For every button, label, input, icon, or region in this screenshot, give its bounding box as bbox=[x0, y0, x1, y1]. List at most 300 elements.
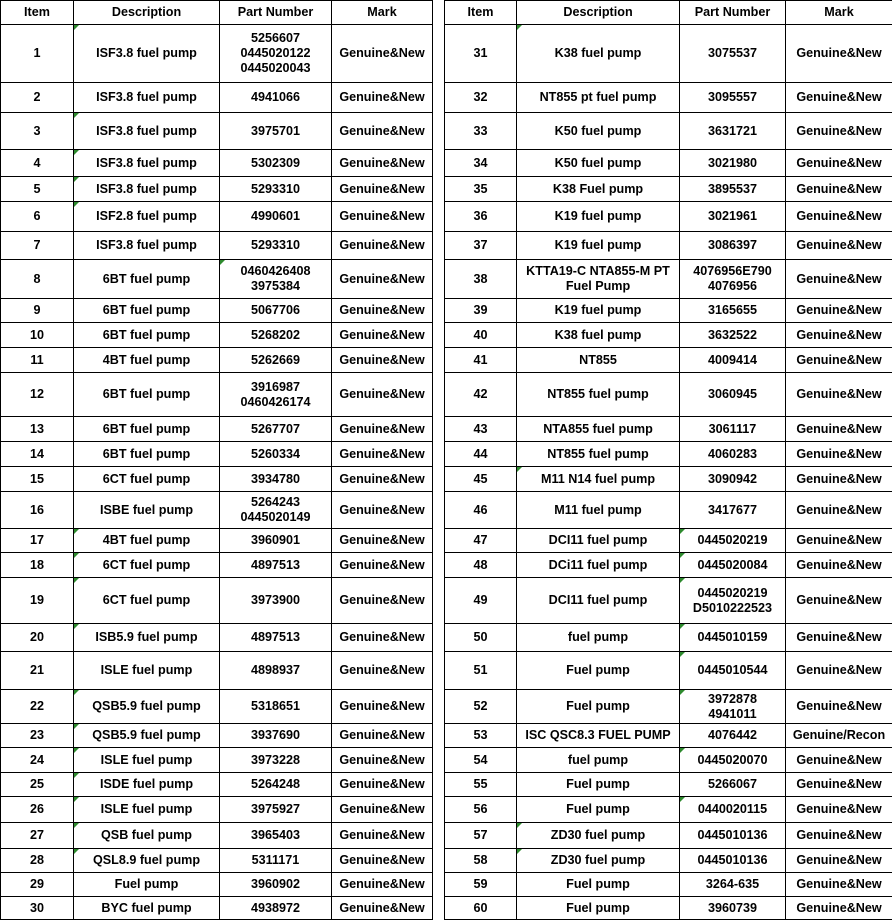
part-number: 0445020070 bbox=[681, 753, 784, 768]
table-row bbox=[1, 897, 433, 920]
item-cell: 54 bbox=[445, 748, 517, 773]
part-number: 3090942 bbox=[681, 472, 784, 487]
part-number: 4898937 bbox=[221, 663, 330, 678]
table-row bbox=[445, 232, 892, 260]
table-row bbox=[445, 202, 892, 232]
mark-cell: Genuine&New bbox=[786, 578, 892, 624]
table-row bbox=[445, 150, 892, 177]
description-cell: Fuel pump bbox=[74, 873, 220, 897]
mark-cell: Genuine&New bbox=[332, 690, 433, 724]
description-cell bbox=[517, 417, 680, 442]
description-cell: ISLE fuel pump bbox=[74, 748, 220, 773]
description-cell bbox=[517, 652, 680, 690]
description-cell: QSB5.9 fuel pump bbox=[74, 724, 220, 748]
mark-cell: Genuine&New bbox=[786, 417, 892, 442]
table-row bbox=[445, 578, 892, 624]
table-row bbox=[1, 624, 433, 652]
table-row bbox=[445, 823, 892, 849]
part-number-cell bbox=[680, 529, 786, 553]
item-cell: 57 bbox=[445, 823, 517, 849]
table-row bbox=[1, 202, 433, 232]
table-row bbox=[1, 492, 433, 529]
mark-cell: Genuine&New bbox=[786, 873, 892, 897]
mark-cell: Genuine&New bbox=[332, 773, 433, 797]
mark-cell: Genuine&New bbox=[332, 529, 433, 553]
item-cell: 36 bbox=[445, 202, 517, 232]
mark-cell: Genuine&New bbox=[786, 348, 892, 373]
description-line: NT855 bbox=[518, 353, 678, 368]
part-number-cell bbox=[680, 373, 786, 417]
part-number: 0445010136 bbox=[681, 828, 784, 843]
description-cell: ISLE fuel pump bbox=[74, 652, 220, 690]
part-number: 0460426408 bbox=[221, 264, 330, 279]
part-number-cell bbox=[220, 823, 332, 849]
header-item: Item bbox=[1, 1, 74, 25]
description-cell: ISF3.8 fuel pump bbox=[74, 177, 220, 202]
part-number-cell bbox=[680, 323, 786, 348]
item-cell: 8 bbox=[1, 260, 74, 299]
right-parts-table bbox=[444, 0, 892, 920]
part-number-cell bbox=[220, 323, 332, 348]
table-row bbox=[1, 373, 433, 417]
description-cell bbox=[517, 624, 680, 652]
part-number: 4076956E790 bbox=[681, 264, 784, 279]
part-number: 3632522 bbox=[681, 328, 784, 343]
item-cell: 50 bbox=[445, 624, 517, 652]
table-row bbox=[1, 348, 433, 373]
description-line: K38 fuel pump bbox=[518, 328, 678, 343]
mark-cell: Genuine&New bbox=[786, 442, 892, 467]
mark-cell: Genuine&New bbox=[332, 797, 433, 823]
description-line: DCI11 fuel pump bbox=[518, 533, 678, 548]
part-number: 4941011 bbox=[681, 707, 784, 722]
mark-cell: Genuine&New bbox=[786, 299, 892, 323]
description-line: M11 N14 fuel pump bbox=[518, 472, 678, 487]
table-row bbox=[445, 260, 892, 299]
part-number: 4990601 bbox=[221, 209, 330, 224]
description-line: DCI11 fuel pump bbox=[518, 593, 678, 608]
description-line: NT855 fuel pump bbox=[518, 387, 678, 402]
table-row bbox=[1, 442, 433, 467]
header-mark: Mark bbox=[786, 1, 892, 25]
table-row bbox=[445, 624, 892, 652]
mark-cell: Genuine&New bbox=[332, 492, 433, 529]
mark-cell: Genuine&New bbox=[786, 773, 892, 797]
mark-cell: Genuine&New bbox=[332, 748, 433, 773]
header-part-number: Part Number bbox=[680, 1, 786, 25]
part-number-cell bbox=[680, 177, 786, 202]
table-row bbox=[1, 724, 433, 748]
item-cell: 56 bbox=[445, 797, 517, 823]
part-number-cell bbox=[220, 492, 332, 529]
part-number: 3973228 bbox=[221, 753, 330, 768]
description-cell: 6BT fuel pump bbox=[74, 260, 220, 299]
item-cell: 11 bbox=[1, 348, 74, 373]
description-cell: 6CT fuel pump bbox=[74, 467, 220, 492]
part-number: 0440020115 bbox=[681, 802, 784, 817]
mark-cell: Genuine&New bbox=[332, 260, 433, 299]
mark-cell: Genuine&New bbox=[332, 83, 433, 113]
part-number-cell bbox=[680, 849, 786, 873]
description-cell: QSB5.9 fuel pump bbox=[74, 690, 220, 724]
description-cell: 6BT fuel pump bbox=[74, 373, 220, 417]
item-cell: 29 bbox=[1, 873, 74, 897]
mark-cell: Genuine&New bbox=[332, 177, 433, 202]
mark-cell: Genuine&New bbox=[786, 690, 892, 724]
table-row bbox=[1, 113, 433, 150]
header-row bbox=[1, 1, 433, 25]
table-row bbox=[445, 417, 892, 442]
table-row bbox=[445, 442, 892, 467]
table-row bbox=[1, 652, 433, 690]
description-cell bbox=[517, 299, 680, 323]
description-line: Fuel pump bbox=[518, 777, 678, 792]
mark-cell: Genuine&New bbox=[332, 442, 433, 467]
part-number: 5256607 bbox=[221, 31, 330, 46]
description-cell: ISF3.8 fuel pump bbox=[74, 150, 220, 177]
table-row bbox=[1, 417, 433, 442]
mark-cell: Genuine&New bbox=[332, 348, 433, 373]
table-row bbox=[1, 177, 433, 202]
part-number: 0445010159 bbox=[681, 630, 784, 645]
part-number: 3895537 bbox=[681, 182, 784, 197]
description-line: Fuel pump bbox=[518, 877, 678, 892]
mark-cell: Genuine&New bbox=[332, 25, 433, 83]
part-number: 5264243 bbox=[221, 495, 330, 510]
part-number-cell bbox=[220, 348, 332, 373]
mark-cell: Genuine&New bbox=[786, 232, 892, 260]
mark-cell: Genuine&New bbox=[786, 260, 892, 299]
part-number-cell bbox=[220, 553, 332, 578]
part-number: D5010222523 bbox=[681, 601, 784, 616]
left-parts-table bbox=[0, 0, 433, 920]
item-cell: 23 bbox=[1, 724, 74, 748]
header-row bbox=[445, 1, 892, 25]
mark-cell: Genuine&New bbox=[332, 553, 433, 578]
table-row bbox=[1, 553, 433, 578]
mark-cell: Genuine/Recon bbox=[786, 724, 892, 748]
mark-cell: Genuine&New bbox=[786, 897, 892, 920]
item-cell: 53 bbox=[445, 724, 517, 748]
item-cell: 16 bbox=[1, 492, 74, 529]
description-line: K19 fuel pump bbox=[518, 303, 678, 318]
item-cell: 4 bbox=[1, 150, 74, 177]
description-cell: ISF3.8 fuel pump bbox=[74, 25, 220, 83]
description-line: fuel pump bbox=[518, 753, 678, 768]
item-cell: 31 bbox=[445, 25, 517, 83]
mark-cell: Genuine&New bbox=[786, 150, 892, 177]
part-number-cell bbox=[680, 113, 786, 150]
part-number: 3417677 bbox=[681, 503, 784, 518]
description-cell: ISF3.8 fuel pump bbox=[74, 83, 220, 113]
description-line: K19 fuel pump bbox=[518, 209, 678, 224]
part-number-cell bbox=[220, 299, 332, 323]
part-number-cell bbox=[680, 299, 786, 323]
part-number: 0445010136 bbox=[681, 853, 784, 868]
item-cell: 10 bbox=[1, 323, 74, 348]
item-cell: 9 bbox=[1, 299, 74, 323]
part-number: 3086397 bbox=[681, 238, 784, 253]
part-number-cell bbox=[680, 773, 786, 797]
table-row bbox=[445, 897, 892, 920]
item-cell: 2 bbox=[1, 83, 74, 113]
part-number: 5302309 bbox=[221, 156, 330, 171]
table-row bbox=[1, 260, 433, 299]
description-cell: ISDE fuel pump bbox=[74, 773, 220, 797]
description-cell bbox=[517, 529, 680, 553]
description-cell: QSB fuel pump bbox=[74, 823, 220, 849]
part-number-cell bbox=[220, 260, 332, 299]
table-row bbox=[445, 348, 892, 373]
mark-cell: Genuine&New bbox=[786, 652, 892, 690]
description-line: fuel pump bbox=[518, 630, 678, 645]
description-line: Fuel pump bbox=[518, 663, 678, 678]
mark-cell: Genuine&New bbox=[332, 113, 433, 150]
mark-cell: Genuine&New bbox=[786, 849, 892, 873]
description-cell: QSL8.9 fuel pump bbox=[74, 849, 220, 873]
part-number-cell bbox=[680, 417, 786, 442]
mark-cell: Genuine&New bbox=[786, 83, 892, 113]
table-row bbox=[1, 797, 433, 823]
part-number-cell bbox=[220, 578, 332, 624]
description-cell bbox=[517, 373, 680, 417]
part-number: 3934780 bbox=[221, 472, 330, 487]
part-number-cell bbox=[680, 83, 786, 113]
table-row bbox=[445, 113, 892, 150]
item-cell: 49 bbox=[445, 578, 517, 624]
part-number: 3960901 bbox=[221, 533, 330, 548]
mark-cell: Genuine&New bbox=[786, 553, 892, 578]
part-number-cell bbox=[220, 113, 332, 150]
part-number: 4897513 bbox=[221, 558, 330, 573]
part-number-cell bbox=[220, 724, 332, 748]
item-cell: 41 bbox=[445, 348, 517, 373]
item-cell: 19 bbox=[1, 578, 74, 624]
mark-cell: Genuine&New bbox=[332, 299, 433, 323]
part-number: 3021961 bbox=[681, 209, 784, 224]
item-cell: 59 bbox=[445, 873, 517, 897]
part-number: 3975701 bbox=[221, 124, 330, 139]
item-cell: 60 bbox=[445, 897, 517, 920]
part-number-cell bbox=[220, 652, 332, 690]
part-number-cell bbox=[220, 773, 332, 797]
part-number: 3972878 bbox=[681, 692, 784, 707]
description-cell: ISF3.8 fuel pump bbox=[74, 232, 220, 260]
table-row bbox=[445, 529, 892, 553]
part-number-cell bbox=[220, 373, 332, 417]
mark-cell: Genuine&New bbox=[786, 202, 892, 232]
mark-cell: Genuine&New bbox=[332, 578, 433, 624]
mark-cell: Genuine&New bbox=[786, 624, 892, 652]
description-line: ISC QSC8.3 FUEL PUMP bbox=[518, 728, 678, 743]
part-number-cell bbox=[680, 652, 786, 690]
table-row bbox=[445, 873, 892, 897]
description-line: K50 fuel pump bbox=[518, 124, 678, 139]
table-row bbox=[445, 797, 892, 823]
part-number: 4076956 bbox=[681, 279, 784, 294]
table-row bbox=[1, 83, 433, 113]
description-line: ZD30 fuel pump bbox=[518, 828, 678, 843]
part-number: 3264-635 bbox=[681, 877, 784, 892]
table-row bbox=[445, 25, 892, 83]
table-row bbox=[445, 373, 892, 417]
part-number-cell bbox=[680, 260, 786, 299]
description-cell bbox=[517, 748, 680, 773]
description-line: KTTA19-C NTA855-M PT bbox=[518, 264, 678, 279]
part-number-cell bbox=[680, 553, 786, 578]
part-number: 5267707 bbox=[221, 422, 330, 437]
part-number-cell bbox=[220, 83, 332, 113]
description-cell bbox=[517, 467, 680, 492]
table-row bbox=[445, 177, 892, 202]
mark-cell: Genuine&New bbox=[786, 529, 892, 553]
part-number: 3165655 bbox=[681, 303, 784, 318]
table-row bbox=[445, 323, 892, 348]
table-row bbox=[1, 323, 433, 348]
part-number: 3631721 bbox=[681, 124, 784, 139]
item-cell: 51 bbox=[445, 652, 517, 690]
part-number: 4009414 bbox=[681, 353, 784, 368]
part-number-cell bbox=[680, 690, 786, 724]
table-row bbox=[445, 748, 892, 773]
mark-cell: Genuine&New bbox=[332, 873, 433, 897]
header-mark: Mark bbox=[332, 1, 433, 25]
part-number-cell bbox=[680, 25, 786, 83]
mark-cell: Genuine&New bbox=[332, 652, 433, 690]
table-row bbox=[1, 25, 433, 83]
table-row bbox=[1, 849, 433, 873]
part-number-cell bbox=[680, 797, 786, 823]
item-cell: 3 bbox=[1, 113, 74, 150]
table-row bbox=[1, 873, 433, 897]
description-cell bbox=[517, 823, 680, 849]
description-line: NTA855 fuel pump bbox=[518, 422, 678, 437]
description-cell bbox=[517, 553, 680, 578]
part-number: 5318651 bbox=[221, 699, 330, 714]
description-cell bbox=[517, 897, 680, 920]
mark-cell: Genuine&New bbox=[332, 724, 433, 748]
description-cell: ISLE fuel pump bbox=[74, 797, 220, 823]
table-row bbox=[1, 299, 433, 323]
table-row bbox=[445, 299, 892, 323]
item-cell: 34 bbox=[445, 150, 517, 177]
item-cell: 48 bbox=[445, 553, 517, 578]
item-cell: 44 bbox=[445, 442, 517, 467]
description-line: K38 Fuel pump bbox=[518, 182, 678, 197]
part-number: 3960902 bbox=[221, 877, 330, 892]
description-cell bbox=[517, 260, 680, 299]
part-number: 0445010544 bbox=[681, 663, 784, 678]
item-cell: 58 bbox=[445, 849, 517, 873]
part-number: 5067706 bbox=[221, 303, 330, 318]
mark-cell: Genuine&New bbox=[332, 624, 433, 652]
part-number: 0445020084 bbox=[681, 558, 784, 573]
description-line: Fuel pump bbox=[518, 802, 678, 817]
item-cell: 24 bbox=[1, 748, 74, 773]
table-row bbox=[445, 724, 892, 748]
item-cell: 30 bbox=[1, 897, 74, 920]
mark-cell: Genuine&New bbox=[332, 150, 433, 177]
part-number: 4076442 bbox=[681, 728, 784, 743]
description-line: M11 fuel pump bbox=[518, 503, 678, 518]
table-row bbox=[1, 150, 433, 177]
part-number: 3021980 bbox=[681, 156, 784, 171]
description-cell: 6BT fuel pump bbox=[74, 442, 220, 467]
description-line: ZD30 fuel pump bbox=[518, 853, 678, 868]
item-cell: 55 bbox=[445, 773, 517, 797]
description-cell bbox=[517, 348, 680, 373]
item-cell: 13 bbox=[1, 417, 74, 442]
mark-cell: Genuine&New bbox=[786, 113, 892, 150]
item-cell: 37 bbox=[445, 232, 517, 260]
part-number: 0460426174 bbox=[221, 395, 330, 410]
description-cell bbox=[517, 323, 680, 348]
part-number: 3973900 bbox=[221, 593, 330, 608]
item-cell: 38 bbox=[445, 260, 517, 299]
table-row bbox=[445, 773, 892, 797]
part-number: 3937690 bbox=[221, 728, 330, 743]
mark-cell: Genuine&New bbox=[332, 202, 433, 232]
table-row bbox=[1, 467, 433, 492]
description-cell: 4BT fuel pump bbox=[74, 348, 220, 373]
description-cell bbox=[517, 442, 680, 467]
part-number-cell bbox=[680, 442, 786, 467]
table-row bbox=[1, 690, 433, 724]
part-number: 3916987 bbox=[221, 380, 330, 395]
mark-cell: Genuine&New bbox=[332, 373, 433, 417]
part-number: 3975927 bbox=[221, 802, 330, 817]
item-cell: 32 bbox=[445, 83, 517, 113]
description-cell: ISBE fuel pump bbox=[74, 492, 220, 529]
part-number-cell bbox=[220, 25, 332, 83]
item-cell: 25 bbox=[1, 773, 74, 797]
item-cell: 1 bbox=[1, 25, 74, 83]
description-cell: 6CT fuel pump bbox=[74, 578, 220, 624]
part-number-cell bbox=[220, 232, 332, 260]
description-line: K50 fuel pump bbox=[518, 156, 678, 171]
part-number: 3061117 bbox=[681, 422, 784, 437]
mark-cell: Genuine&New bbox=[786, 467, 892, 492]
part-number: 3075537 bbox=[681, 46, 784, 61]
header-item: Item bbox=[445, 1, 517, 25]
part-number: 3060945 bbox=[681, 387, 784, 402]
table-row bbox=[1, 232, 433, 260]
description-cell bbox=[517, 797, 680, 823]
item-cell: 21 bbox=[1, 652, 74, 690]
item-cell: 47 bbox=[445, 529, 517, 553]
part-number-cell bbox=[680, 873, 786, 897]
description-cell: ISB5.9 fuel pump bbox=[74, 624, 220, 652]
part-number-cell bbox=[680, 823, 786, 849]
table-row bbox=[445, 83, 892, 113]
part-number: 0445020122 bbox=[221, 46, 330, 61]
part-number: 4060283 bbox=[681, 447, 784, 462]
description-cell bbox=[517, 773, 680, 797]
part-number: 0445020219 bbox=[681, 533, 784, 548]
part-number-cell bbox=[220, 442, 332, 467]
description-cell bbox=[517, 113, 680, 150]
table-row bbox=[1, 773, 433, 797]
part-number-cell bbox=[220, 417, 332, 442]
description-cell bbox=[517, 232, 680, 260]
mark-cell: Genuine&New bbox=[786, 797, 892, 823]
mark-cell: Genuine&New bbox=[786, 492, 892, 529]
part-number-cell bbox=[220, 873, 332, 897]
item-cell: 39 bbox=[445, 299, 517, 323]
part-number: 4941066 bbox=[221, 90, 330, 105]
mark-cell: Genuine&New bbox=[332, 323, 433, 348]
item-cell: 15 bbox=[1, 467, 74, 492]
